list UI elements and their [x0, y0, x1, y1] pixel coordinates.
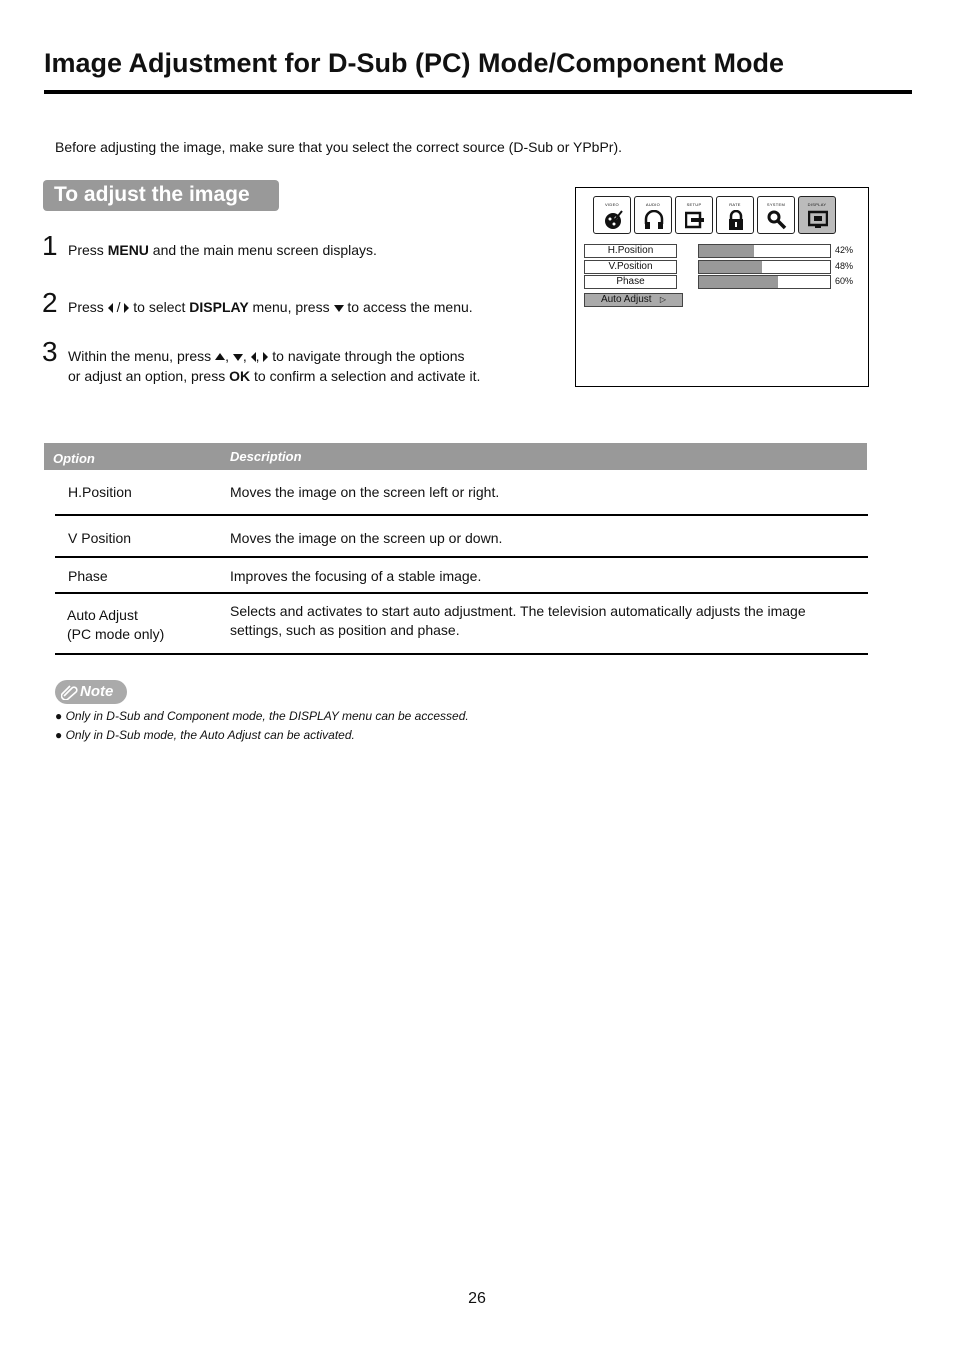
note-item: [55, 709, 469, 723]
osd-tab-caption: DISPLAY: [807, 202, 827, 207]
table-cell-description: Moves the image on the screen left or right.: [230, 484, 500, 500]
section-heading: To adjust the image: [43, 180, 279, 211]
play-arrow-icon: ▷: [659, 295, 667, 304]
step-number: 2: [42, 287, 58, 318]
osd-tab-audio: [634, 196, 672, 234]
separator: ,: [225, 348, 233, 364]
osd-tab-caption: SYSTEM: [766, 202, 786, 207]
ok-key-label: OK: [229, 368, 251, 384]
note-text: Only in D-Sub and Component mode, the DISPLAY menu can be accessed.: [65, 709, 469, 723]
note-label: Note: [80, 683, 114, 700]
step-3-line-1: [68, 346, 480, 366]
osd-tab-caption: SETUP: [686, 202, 702, 207]
step-text-part: Within the menu, press: [68, 348, 216, 364]
osd-tab-caption: AUDIO: [645, 202, 661, 207]
description-line: Selects and activates to start auto adjustment. The television automatically adjusts the image: [230, 603, 806, 619]
wrench-icon: [767, 210, 787, 230]
separator: ,: [255, 348, 264, 364]
page-title: Image Adjustment for D-Sub (PC) Mode/Component Mode: [44, 48, 784, 78]
step-text-part: Press: [68, 299, 108, 315]
osd-tab-video: [593, 196, 631, 234]
down-arrow-icon: [233, 354, 243, 361]
step-3-line-2: [68, 366, 480, 386]
osd-phase-value: 60%: [835, 276, 854, 286]
osd-v-position-bar: [698, 260, 831, 274]
step-text-part: and the main menu screen displays.: [148, 242, 377, 258]
lock-icon: [726, 210, 746, 230]
step-number: 1: [42, 230, 58, 261]
osd-h-position-bar: [698, 244, 831, 258]
intro-text: Before adjusting the image, make sure that you select the correct source (D-Sub or YPbPr).: [55, 139, 623, 155]
bullet-icon: ●: [55, 709, 63, 723]
osd-item-phase: Phase: [584, 275, 677, 289]
osd-tab-caption: RATE: [729, 202, 741, 207]
page-number: 26: [468, 1290, 486, 1307]
table-cell-option: H.Position: [68, 484, 132, 500]
table-row-divider: [55, 514, 868, 516]
option-line: (PC mode only): [67, 626, 165, 642]
table-row-divider: [55, 592, 868, 594]
step-2-text: [68, 297, 473, 317]
column-header-option: Option: [53, 451, 95, 466]
step-1-text: [68, 240, 377, 260]
osd-item-auto-adjust: [584, 293, 683, 307]
headphones-icon: [644, 210, 664, 230]
display-key-label: DISPLAY: [189, 299, 249, 315]
osd-item-v-position: V.Position: [584, 260, 677, 274]
osd-phase-bar: [698, 275, 831, 289]
table-cell-description: [230, 602, 806, 640]
up-arrow-icon: [215, 353, 225, 360]
osd-tab-setup: [675, 196, 713, 234]
setup-icon: [685, 210, 705, 230]
osd-tab-display: [798, 196, 836, 234]
monitor-icon: [808, 210, 828, 230]
note-item: [55, 728, 355, 742]
bullet-icon: ●: [55, 728, 63, 742]
osd-bar-fill: [699, 261, 762, 273]
step-text-part: to access the menu.: [343, 299, 473, 315]
step-text-part: menu, press: [248, 299, 334, 315]
osd-item-h-position: H.Position: [584, 244, 677, 258]
osd-h-position-value: 42%: [835, 245, 854, 255]
description-line: settings, such as position and phase.: [230, 622, 460, 638]
table-cell-option: [67, 606, 164, 644]
note-text: Only in D-Sub mode, the Auto Adjust can be activated.: [65, 728, 355, 742]
step-number: 3: [42, 336, 58, 367]
table-cell-description: Improves the focusing of a stable image.: [230, 568, 482, 584]
osd-item-label: Auto Adjust: [600, 294, 652, 305]
osd-menu-illustration: [575, 187, 869, 387]
step-text-part: Press: [68, 242, 108, 258]
osd-bar-fill: [699, 276, 778, 288]
osd-tab-system: [757, 196, 795, 234]
table-row-divider: [55, 556, 868, 558]
step-text-part: /: [112, 299, 125, 315]
osd-tab-caption: VIDEO: [605, 202, 619, 207]
table-cell-option: Phase: [68, 568, 108, 584]
step-text-part: to navigate through the options: [268, 348, 465, 364]
table-cell-option: V Position: [68, 530, 132, 546]
step-3-text: [68, 346, 480, 386]
osd-tab-rate: [716, 196, 754, 234]
osd-bar-fill: [699, 245, 754, 257]
menu-key-label: MENU: [107, 242, 149, 258]
table-bottom-rule: [55, 653, 868, 655]
table-cell-description: Moves the image on the screen up or down.: [230, 530, 503, 546]
note-badge: [55, 680, 127, 704]
column-header-description: Description: [230, 449, 302, 464]
video-icon: [603, 210, 623, 230]
separator: ,: [242, 348, 251, 364]
osd-v-position-value: 48%: [835, 261, 854, 271]
down-arrow-icon: [334, 305, 344, 312]
title-rule: [44, 90, 912, 94]
paperclip-icon: [61, 684, 79, 700]
step-text-part: or adjust an option, press: [68, 368, 230, 384]
step-text-part: to select: [129, 299, 190, 315]
option-line: Auto Adjust: [67, 607, 138, 623]
step-text-part: to confirm a selection and activate it.: [250, 368, 481, 384]
table-header: [44, 443, 867, 470]
